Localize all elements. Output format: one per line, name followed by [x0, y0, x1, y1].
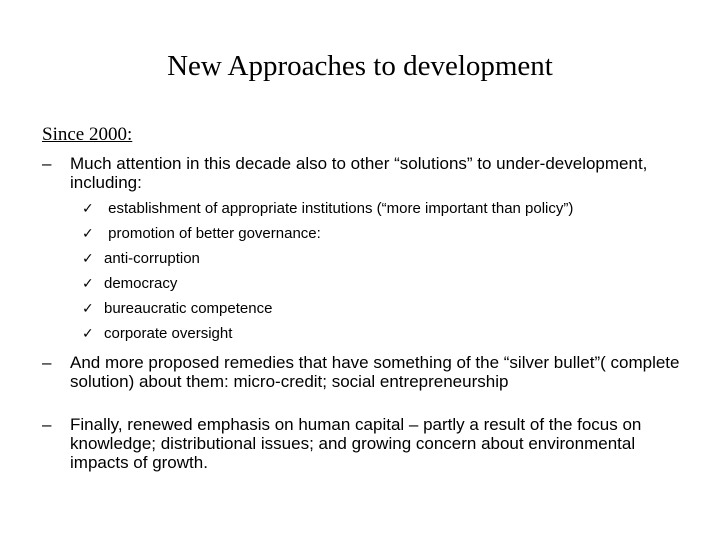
check-icon: ✓ — [82, 226, 94, 242]
checklist-item-text: bureaucratic competence — [104, 300, 273, 317]
bullet-solutions — [42, 154, 682, 192]
bullet-remedies-text: And more proposed remedies that have something of the “silver bullet”( complete solution) about them: micro-credit; social entrepreneurship — [70, 353, 680, 391]
dash-bullet: – — [42, 154, 52, 173]
checklist-item — [82, 196, 682, 221]
dash-bullet: – — [42, 415, 52, 434]
checklist-item — [82, 271, 682, 296]
bullet-remedies — [42, 353, 682, 391]
check-icon: ✓ — [82, 251, 94, 267]
slide-title: New Approaches to development — [167, 50, 553, 82]
check-icon: ✓ — [82, 201, 94, 217]
checklist-item — [82, 246, 682, 271]
check-icon: ✓ — [82, 301, 94, 317]
checklist-item-text: anti-corruption — [104, 250, 200, 267]
checklist-item-text: promotion of better governance: — [104, 225, 321, 242]
checklist-item — [82, 296, 682, 321]
checklist-item-text: democracy — [104, 275, 178, 292]
bullet-solutions-text: Much attention in this decade also to other “solutions” to under-development, including: — [70, 154, 648, 192]
since-heading: Since 2000: — [42, 124, 133, 145]
checklist-item — [82, 221, 682, 246]
dash-bullet: – — [42, 353, 52, 372]
checklist — [82, 196, 682, 346]
bullet-human-capital — [42, 415, 682, 472]
check-icon: ✓ — [82, 276, 94, 292]
checklist-item — [82, 321, 682, 346]
checklist-item-text: corporate oversight — [104, 325, 233, 342]
check-icon: ✓ — [82, 326, 94, 342]
checklist-item-text: establishment of appropriate institutions (“more important than policy”) — [104, 200, 574, 217]
bullet-human-capital-text: Finally, renewed emphasis on human capital – partly a result of the focus on knowledge; distributional issues; and growing concern about environmental impacts of growth. — [70, 415, 642, 472]
